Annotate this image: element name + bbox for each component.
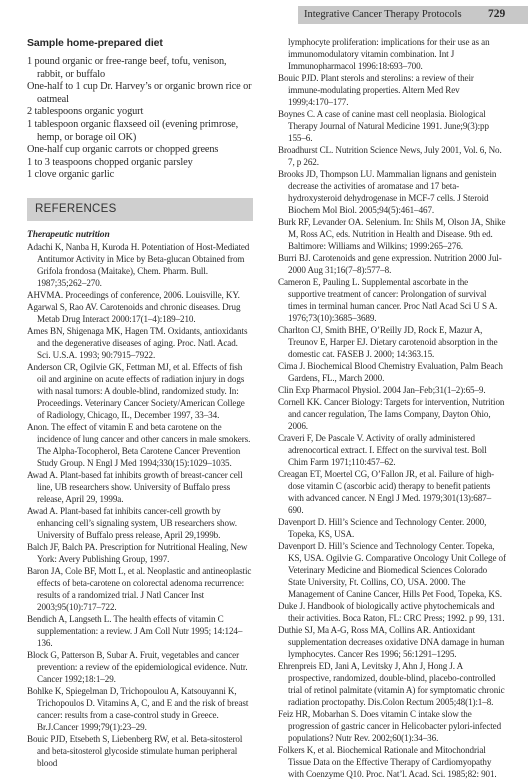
diet-list — [27, 56, 253, 182]
diet-item: One-half cup organic carrots or chopped greens — [27, 144, 219, 156]
reference-item: Balch JF, Balch PA. Prescription for Nutritional Healing, New York: Avery Publishing Group, 1997. — [27, 541, 248, 564]
reference-item: Bendich A, Langseth L. The health effects of vitamin C supplementation: a review. J Am Coll Nutr 1995; 14:124–136. — [27, 613, 243, 648]
reference-item: Burri BJ. Carotenoids and gene expression. Nutrition 2000 Jul-2000 Aug 31;16(7–8):577–8. — [278, 253, 502, 275]
reference-item: Duthie SJ, Ma A-G, Ross MA, Collins AR. Antioxidant supplementation decreases oxidative DNA damage in human lymphocytes. Cancer Res 1996; 56:1291–1295. — [278, 625, 505, 659]
diet-item: 2 tablespoons organic yogurt — [27, 106, 144, 118]
reference-item: Davenport D. Hill’s Science and Technology Center. Topeka, KS, USA. Ogilvie G. Comparative Oncology Unit College of Veterinary Medicine and Biomedical Sciences Colorado State University, Ft. Collins, CO, USA. 2000. The Management of Canine Cancer, Hills Pet Food, Topeka, KS. — [278, 541, 506, 599]
reference-item: Agarwal S, Rao AV. Carotenoids and chronic diseases. Drug Metab Drug Interact 2000:17(1–4):189–210. — [27, 301, 241, 324]
reference-item: Bohlke K, Spiegelman D, Trichopoulou A, Katsouyanni K, Trichopoulos D. Vitamins A, C, and E and the risk of breast cancer: results from a case-control study in Greece. Br.J.Cancer 1999;79(1):23–29. — [27, 685, 249, 732]
reference-item: Creagan ET, Moertel CG, O’Fallon JR, et al. Failure of high-dose vitamin C (ascorbic acid) therapy to benefit patients with advanced cancer. N Engl J Med. 1979;301(13):687–690. — [278, 469, 495, 515]
reference-item: Baron JA, Cole BF, Mott L, et al. Neoplastic and antineoplastic effects of beta-carotene on colorectal adenoma recurrence: results of a randomized trial. J Natl Cancer Inst 2003;95(10):717–722. — [27, 565, 252, 612]
page-number: 729 — [488, 8, 506, 20]
reference-item: Awad A. Plant-based fat inhibits cancer-cell growth by enhancing cell’s signaling system, UB researchers show. University of Buffalo press release, April 29,1999b. — [27, 505, 237, 540]
references-heading: REFERENCES — [35, 202, 117, 215]
reference-item: Folkers K, et al. Biochemical Rationale and Mitochondrial Tissue Data on the Effective Therapy of Cardiomyopathy with Coenzyme Q10. Proc. Nat’l. Acad. Sci. 1985;82: 901. — [278, 745, 497, 779]
reference-item: Bouic PJD, Etsebeth S, Liebenberg RW, et al. Beta-sitosterol and beta-sitosterol glycoside stimulate human peripheral blood — [27, 733, 243, 768]
reference-item: Bouic PJD. Plant sterols and sterolins: a review of their immune-modulating properties. Altern Med Rev 1999;4:170–177. — [278, 73, 474, 107]
reference-item: Feiz HR, Mobarhan S. Does vitamin C intake slow the progression of gastric cancer in Helicobacter pylori-infected populations? Nutr Rev. 2002;60(1):34–36. — [278, 709, 502, 743]
reference-item: Adachi K, Nanba H, Kuroda H. Potentiation of Host-Mediated Antitumor Activity in Mice by Beta-glucan Obtained from Grifola frondosa (Maitake), Chem. Pharm. Bull. 1987;35;262–270. — [27, 241, 250, 288]
left-column — [27, 36, 253, 769]
reference-item: Awad A. Plant-based fat inhibits growth of breast-cancer cell line, UB researchers show. University of Buffalo press release, April 29, 1999a. — [27, 469, 243, 504]
right-column — [278, 36, 506, 780]
running-title: Integrative Cancer Therapy Protocols — [304, 9, 462, 20]
reference-item: AHVMA. Proceedings of conference, 2006. Louisville, KY. — [27, 289, 240, 300]
reference-list-left — [27, 241, 253, 769]
diet-item: One-half to 1 cup Dr. Harvey’s or organic brown rice or oatmeal — [27, 81, 252, 105]
reference-item: Craveri F, De Pascale V. Activity of orally administered adrenocortical extract. I. Effect on the survival test. Boll Chim Farm 1971;110:457–62. — [278, 433, 487, 467]
diet-item: 1 pound organic or free-range beef, tofu, venison, rabbit, or buffalo — [27, 56, 227, 80]
reference-item: Charlton CJ, Smith BHE, O’Reilly JD, Rock E, Mazur A, Treunov E, Harper EJ. Dietary carotenoid absorption in the domestic cat. FASEB J. 2000; 14:363.15. — [278, 325, 498, 359]
reference-item: Anon. The effect of vitamin E and beta carotene on the incidence of lung cancer and other cancers in male smokers. The Alpha-Tocopherol, Beta Carotene Cancer Prevention Study Group. N Engl J Med 1994;330(15):1029–1035. — [27, 421, 251, 468]
reference-continuation: lymphocyte proliferation: implications for their use as an immunomodulatory vitamin combination. Int J Immunopharmacol 1996:18:693–700. — [288, 37, 490, 71]
reference-item: Broadhurst CL. Nutrition Science News, July 2001, Vol. 6, No. 7, p 262. — [278, 145, 502, 167]
diet-item: 1 to 3 teaspoons chopped organic parsley — [27, 156, 193, 168]
reference-item: Ehrenpreis ED, Jani A, Levitsky J, Ahn J, Hong J. A prospective, randomized, double-blind, placebo-controlled trial of retinol palmitate (vitamin A) for symptomatic chronic radiation proctopathy. Dis.Colon Rectum 2005;48(1):1–8. — [278, 661, 505, 707]
reference-item: Block G, Patterson B, Subar A. Fruit, vegetables and cancer prevention: a review of the epidemiological evidence. Nutr. Cancer 1992;18:1–29. — [27, 649, 248, 684]
reference-item: Boynes C. A case of canine mast cell neoplasia. Biological Therapy Journal of Natural Medicine 1991. June;9(3):pp 155–6. — [278, 109, 489, 143]
references-subheading: Therapeutic nutrition — [27, 229, 110, 240]
reference-item: Clin Exp Pharmacol Physiol. 2004 Jan–Feb;31(1–2):65–9. — [278, 385, 486, 395]
references-heading-box — [27, 198, 253, 221]
diet-title: Sample home-prepared diet — [27, 37, 163, 49]
reference-item: Brooks JD, Thompson LU. Mammalian lignans and genistein decrease the activities of aromatase and 17 beta-hydroxysteroid dehydrogenase in MCF-7 cells. J Steroid Biochem Mol Biol. 2005;94(5):461–467. — [278, 169, 497, 215]
reference-item: Anderson CR, Ogilvie GK, Fettman MJ, et al. Effects of fish oil and arginine on acute effects of radiation injury in dogs with nasal tumors: A double-blind, randomized study. In: Proceedings. Veterinary Cancer Society/American College of Radiology, Chicago, IL, December 1997, 33–34. — [27, 361, 245, 420]
diet-item: 1 tablespoon organic flaxseed oil (evening primrose, hemp, or borage oil OK) — [27, 118, 239, 143]
reference-item: Ames BN, Shigenaga MK, Hagen TM. Oxidants, antioxidants and the degenerative diseases of aging. Proc. Natl. Acad. Sci. U.S.A. 1993; 90:7915–7922. — [27, 325, 248, 360]
reference-item: Cameron E, Pauling L. Supplemental ascorbate in the supportive treatment of cancer: Prolongation of survival times in terminal human cancer. Proc Natl Acad Sci U S A. 1976;73(10):3685–3689. — [278, 277, 498, 323]
reference-item: Cornell KK. Cancer Biology: Targets for intervention, Nutrition and cancer regulation, The Iams Company, Dayton Ohio, 2006. — [278, 397, 505, 431]
reference-item: Davenport D. Hill’s Science and Technology Center. 2000, Topeka, KS, USA. — [278, 517, 487, 539]
reference-item: Burk RF, Levander OA. Selenium. In: Shils M, Olson JA, Shike M, Ross AC, eds. Nutrition in Health and Disease. 9th ed. Baltimore: Williams and Wilkins; 1999:265–276. — [278, 217, 506, 251]
diet-item: 1 clove organic garlic — [27, 169, 115, 181]
running-header — [0, 0, 528, 24]
reference-item: Cima J. Biochemical Blood Chemistry Evaluation, Palm Beach Gardens, FL., March 2000. — [278, 361, 503, 383]
reference-item: Duke J. Handbook of biologically active phytochemicals and their activities. Boca Raton, FL: CRC Press; 1992. p 99, 131. — [278, 601, 505, 623]
